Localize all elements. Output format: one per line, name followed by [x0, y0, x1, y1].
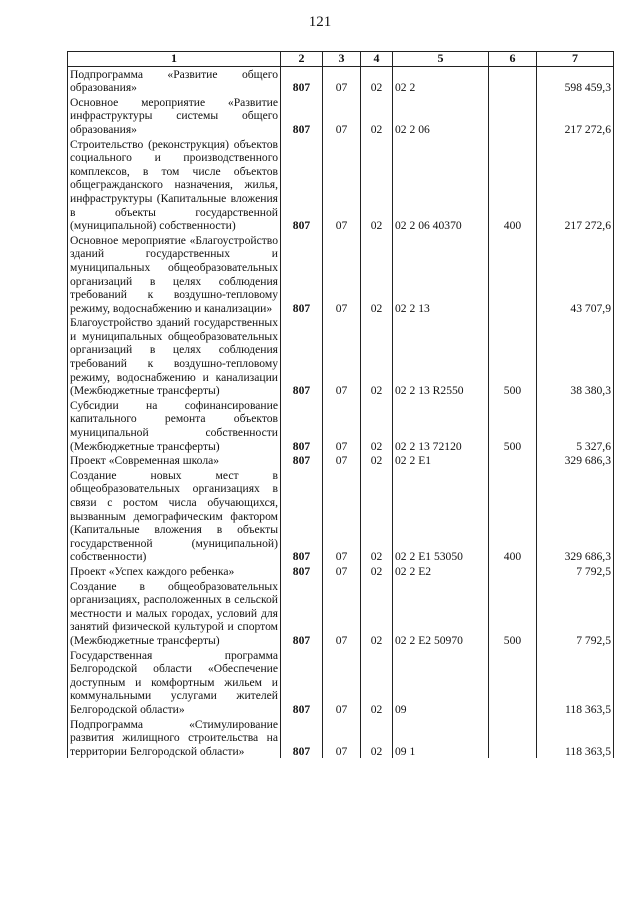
admin-code-cell: 807: [281, 233, 323, 316]
column-header: 4: [361, 52, 393, 67]
target-article-cell: 02 2 06 40370: [393, 137, 489, 233]
expense-type-cell: [489, 453, 537, 468]
table-row: [68, 468, 614, 564]
target-article-cell: 02 2 06: [393, 95, 489, 137]
row-name-cell: Благоустройство зданий государственных и муниципальных общеобразовательных организаций в целях соблюдения требований к воздушно-тепловому режиму, водоснабжению и канализации (Межбюджетные трансферты): [68, 315, 281, 398]
section-code-cell: 07: [323, 233, 361, 316]
amount-cell: 118 363,5: [537, 648, 614, 717]
expense-type-cell: [489, 648, 537, 717]
section-code-cell: 07: [323, 453, 361, 468]
expense-type-cell: 400: [489, 468, 537, 564]
subsection-code-cell: 02: [361, 468, 393, 564]
expense-type-cell: 500: [489, 579, 537, 648]
section-code-cell: 07: [323, 95, 361, 137]
row-name-cell: Подпрограмма «Стимулирование развития жилищного строительства на территории Белгородской области»: [68, 717, 281, 759]
table-row: [68, 233, 614, 316]
column-header: 5: [393, 52, 489, 67]
row-name-cell: Субсидии на софинансирование капитального ремонта объектов муниципальной собственности (Межбюджетные трансферты): [68, 398, 281, 453]
section-code-cell: 07: [323, 398, 361, 453]
table-row: [68, 579, 614, 648]
budget-table: [67, 51, 614, 758]
row-name-cell: Проект «Успех каждого ребенка»: [68, 564, 281, 579]
target-article-cell: 02 2 E2 50970: [393, 579, 489, 648]
target-article-cell: 09: [393, 648, 489, 717]
table-row: [68, 648, 614, 717]
amount-cell: 598 459,3: [537, 66, 614, 95]
admin-code-cell: 807: [281, 453, 323, 468]
expense-type-cell: 500: [489, 315, 537, 398]
section-code-cell: 07: [323, 579, 361, 648]
amount-cell: 329 686,3: [537, 453, 614, 468]
expense-type-cell: [489, 66, 537, 95]
page-number: 121: [308, 14, 332, 30]
admin-code-cell: 807: [281, 137, 323, 233]
expense-type-cell: [489, 717, 537, 759]
subsection-code-cell: 02: [361, 717, 393, 759]
subsection-code-cell: 02: [361, 648, 393, 717]
amount-cell: 118 363,5: [537, 717, 614, 759]
subsection-code-cell: 02: [361, 66, 393, 95]
row-name-cell: Государственная программа Белгородской области «Обеспечение доступным и комфортным жильем и коммунальными услугами жителей Белгородской области»: [68, 648, 281, 717]
subsection-code-cell: 02: [361, 564, 393, 579]
section-code-cell: 07: [323, 66, 361, 95]
subsection-code-cell: 02: [361, 95, 393, 137]
table-row: [68, 453, 614, 468]
row-name-cell: Создание в общеобразовательных организациях, расположенных в сельской местности и малых городах, условий для занятий физической культурой и спортом (Межбюджетные трансферты): [68, 579, 281, 648]
table-row: [68, 398, 614, 453]
subsection-code-cell: 02: [361, 233, 393, 316]
section-code-cell: 07: [323, 137, 361, 233]
admin-code-cell: 807: [281, 579, 323, 648]
target-article-cell: 02 2 13 R2550: [393, 315, 489, 398]
amount-cell: 7 792,5: [537, 564, 614, 579]
amount-cell: 43 707,9: [537, 233, 614, 316]
column-header: 3: [323, 52, 361, 67]
expense-type-cell: 500: [489, 398, 537, 453]
admin-code-cell: 807: [281, 66, 323, 95]
amount-cell: 329 686,3: [537, 468, 614, 564]
row-name-cell: Строительство (реконструкция) объектов социального и производственного комплексов, в том числе объектов общегражданского назначения, жилья, инфраструктуры (Капитальные вложения в объекты государственной (муниципальной) собственности): [68, 137, 281, 233]
section-code-cell: 07: [323, 315, 361, 398]
section-code-cell: 07: [323, 468, 361, 564]
expense-type-cell: [489, 564, 537, 579]
subsection-code-cell: 02: [361, 453, 393, 468]
table-row: [68, 717, 614, 759]
section-code-cell: 07: [323, 564, 361, 579]
row-name-cell: Проект «Современная школа»: [68, 453, 281, 468]
target-article-cell: 02 2 E1 53050: [393, 468, 489, 564]
section-code-cell: 07: [323, 648, 361, 717]
header-row: [68, 52, 614, 67]
admin-code-cell: 807: [281, 717, 323, 759]
subsection-code-cell: 02: [361, 137, 393, 233]
amount-cell: 217 272,6: [537, 137, 614, 233]
expense-type-cell: [489, 95, 537, 137]
table-row: [68, 315, 614, 398]
admin-code-cell: 807: [281, 315, 323, 398]
column-header: 1: [68, 52, 281, 67]
column-header: 2: [281, 52, 323, 67]
row-name-cell: Создание новых мест в общеобразовательных организациях в связи с ростом числа обучающихся, вызванным демографическим фактором (Капитальные вложения в объекты государственной (муниципальной) собственности): [68, 468, 281, 564]
amount-cell: 5 327,6: [537, 398, 614, 453]
amount-cell: 7 792,5: [537, 579, 614, 648]
target-article-cell: 02 2 E2: [393, 564, 489, 579]
column-header: 7: [537, 52, 614, 67]
subsection-code-cell: 02: [361, 579, 393, 648]
table-row: [68, 95, 614, 137]
table-row: [68, 564, 614, 579]
table-row: [68, 137, 614, 233]
amount-cell: 38 380,3: [537, 315, 614, 398]
subsection-code-cell: 02: [361, 398, 393, 453]
target-article-cell: 02 2 13: [393, 233, 489, 316]
table-row: [68, 66, 614, 95]
admin-code-cell: 807: [281, 468, 323, 564]
row-name-cell: Подпрограмма «Развитие общего образования»: [68, 66, 281, 95]
subsection-code-cell: 02: [361, 315, 393, 398]
expense-type-cell: 400: [489, 137, 537, 233]
admin-code-cell: 807: [281, 648, 323, 717]
admin-code-cell: 807: [281, 398, 323, 453]
section-code-cell: 07: [323, 717, 361, 759]
row-name-cell: Основное мероприятие «Благоустройство зданий государственных и муниципальных общеобразовательных организаций в целях соблюдения требований к воздушно-тепловому режиму, водоснабжению и канализации»: [68, 233, 281, 316]
target-article-cell: 09 1: [393, 717, 489, 759]
column-header: 6: [489, 52, 537, 67]
admin-code-cell: 807: [281, 564, 323, 579]
amount-cell: 217 272,6: [537, 95, 614, 137]
target-article-cell: 02 2 13 72120: [393, 398, 489, 453]
expense-type-cell: [489, 233, 537, 316]
target-article-cell: 02 2: [393, 66, 489, 95]
admin-code-cell: 807: [281, 95, 323, 137]
target-article-cell: 02 2 E1: [393, 453, 489, 468]
row-name-cell: Основное мероприятие «Развитие инфраструктуры системы общего образования»: [68, 95, 281, 137]
